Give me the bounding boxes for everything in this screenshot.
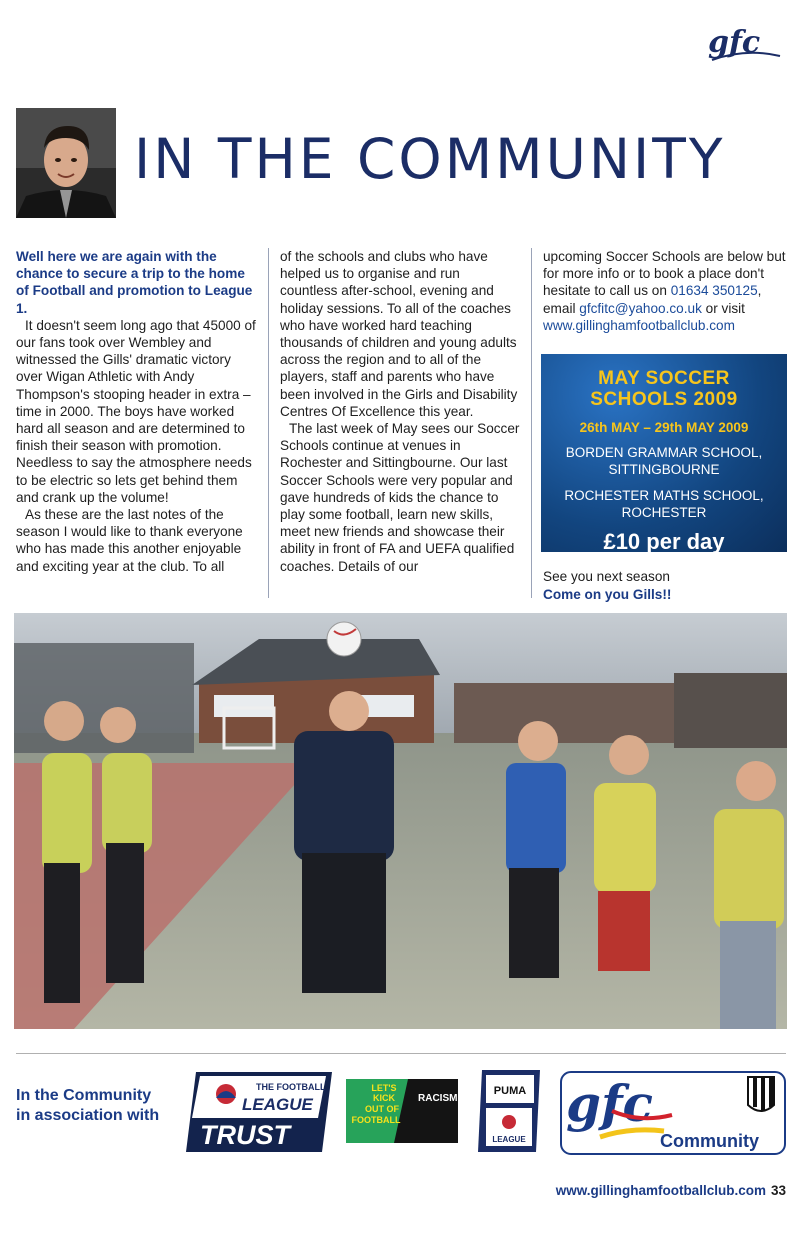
article-paragraph (543, 248, 788, 334)
gfc-logo-text: gfc (708, 25, 761, 60)
email-prefix: , email (543, 283, 762, 316)
puma-text: PUMA (493, 1085, 527, 1097)
soccer-school-photo (14, 613, 787, 1029)
column-divider (268, 248, 269, 598)
email-link[interactable]: gfcfitc@yahoo.co.uk (579, 300, 702, 316)
kick-racism-logo-icon (346, 1079, 458, 1143)
kick-line-4: OUT OF (365, 1104, 399, 1114)
football-league-trust-logo-icon (186, 1072, 332, 1152)
author-portrait (16, 108, 116, 218)
puma-league-badge-icon (478, 1070, 540, 1152)
promo-title-line-1: MAY SOCCER (598, 368, 730, 389)
website-link[interactable]: www.gillinghamfootballclub.com (543, 317, 735, 333)
column-divider (531, 248, 532, 598)
promo-dates: 26th MAY – 29th MAY 2009 (579, 420, 749, 435)
article-paragraph: As these are the last notes of the season I would like to thank everyone who has made this another enjoyable and exciting year at the club. To all (16, 507, 243, 574)
promo-title-line-2: SCHOOLS 2009 (590, 389, 738, 410)
promo-price: £10 per day (603, 529, 725, 554)
fl-small-text: THE FOOTBALL (256, 1082, 326, 1092)
signoff-line: See you next season (543, 569, 670, 584)
kick-line-2: KICK (373, 1093, 395, 1103)
soccer-schools-promo (541, 354, 787, 552)
page-number: 33 (770, 1183, 786, 1198)
kick-line-3: RACISM (418, 1093, 458, 1104)
venue-1-town: SITTINGBOURNE (608, 462, 720, 477)
promo-venue-1 (541, 444, 787, 478)
venue-2-name: ROCHESTER MATHS SCHOOL, (564, 488, 764, 503)
venue-2-town: ROCHESTER (621, 505, 707, 520)
page-title: IN THE COMMUNITY (134, 127, 726, 191)
phone-number[interactable]: 01634 350125 (670, 283, 758, 299)
article-intro: Well here we are again with the chance to secure a trip to the home of Football and promotion to League 1. (16, 249, 253, 316)
article-paragraph: It doesn't seem long ago that 45000 of our fans took over Wembley and witnessed the Gills' dramatic victory over Wigan Athletic with Andy Thompson's stooping header in extra – time in 2000. The boys have worked hard all season and are determined to finish their season with promotion. Needless to say the atmosphere needs to be electric so lets get behind them and crank up the volume! (16, 317, 256, 505)
article-column-1 (16, 248, 258, 575)
sponsors-label (16, 1086, 159, 1126)
gfc-logo-icon (706, 22, 784, 70)
promo-venue-2 (541, 487, 787, 521)
signoff (543, 568, 671, 604)
sponsors-label-line-2: in association with (16, 1107, 160, 1124)
page-footer (556, 1183, 786, 1198)
fl-league-text: LEAGUE (242, 1095, 313, 1114)
fl-trust-text: TRUST (200, 1120, 290, 1150)
visit-prefix: or visit (705, 300, 745, 316)
footer-url[interactable]: www.gillinghamfootballclub.com (555, 1183, 766, 1198)
sponsors-label-line-1: In the Community (16, 1087, 152, 1104)
contact-text: upcoming Soccer Schools are below but for more info or to book a place don't hesitate to call us on (543, 249, 786, 299)
kick-line-5: FOOTBALL (351, 1115, 401, 1125)
article-column-3 (543, 248, 788, 334)
article-paragraph: of the schools and clubs who have helped us to organise and run countless after-school, evening and holiday sessions. To all of the coaches who have worked hard teaching thousands of children and young adults across the region and to all of the players, staff and parents who have been involved in the Girls and Disability Centres Of Excellence this year. (280, 249, 518, 419)
venue-1-name: BORDEN GRAMMAR SCHOOL, (565, 445, 763, 460)
article-paragraph: The last week of May sees our Soccer Schools continue at venues in Rochester and Sittingbourne. Our last Soccer Schools were very popular and gave hundreds of kids the chance to play some football, learn new skills, meet new friends and showcase their ability in front of FA and UEFA qualified coaches. Details of our (280, 421, 520, 574)
article-column-2 (280, 248, 520, 575)
section-divider (16, 1053, 786, 1054)
kick-line-1: LET'S (371, 1083, 397, 1093)
community-text: Community (660, 1131, 759, 1151)
signoff-cheer: Come on you Gills!! (543, 587, 672, 602)
gfc-community-logo-icon (560, 1071, 786, 1155)
gfc-community-letters: gfc (566, 1074, 653, 1133)
puma-league-text: LEAGUE (492, 1135, 526, 1144)
